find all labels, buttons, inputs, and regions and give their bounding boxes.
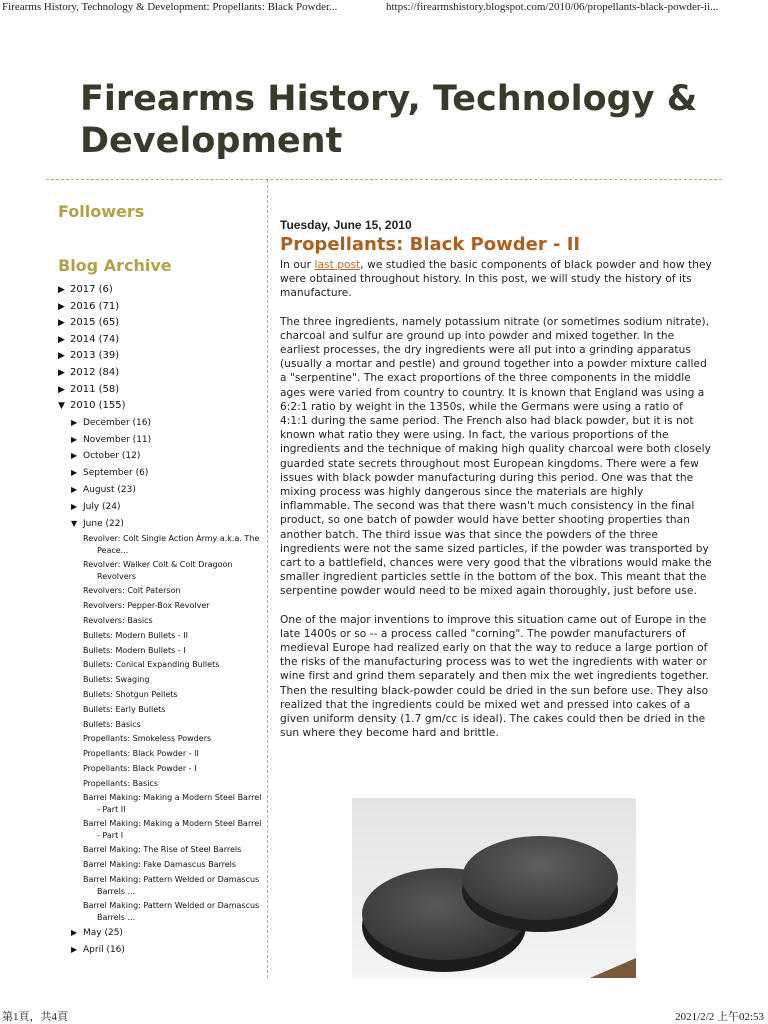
archive-year-label[interactable]: 2014 (74) bbox=[70, 333, 120, 345]
archive-year[interactable] bbox=[58, 315, 263, 332]
archive-month-label[interactable]: September (6) bbox=[83, 468, 149, 479]
archive-post-link[interactable]: Bullets: Conical Expanding Bullets bbox=[83, 660, 220, 670]
blog-archive bbox=[58, 282, 263, 959]
archive-year-label[interactable]: 2013 (39) bbox=[70, 350, 120, 362]
archive-year-label[interactable]: 2012 (84) bbox=[70, 366, 120, 378]
archive-post-link[interactable]: Bullets: Swaging bbox=[83, 675, 150, 685]
triangle-right-icon[interactable]: ▶ bbox=[71, 501, 78, 511]
triangle-right-icon[interactable]: ▶ bbox=[71, 468, 78, 478]
print-header bbox=[0, 0, 768, 14]
archive-post-link[interactable]: Revolvers: Basics bbox=[83, 615, 153, 625]
triangle-right-icon[interactable]: ▶ bbox=[58, 318, 65, 329]
blog-title[interactable]: Firearms History, Technology & Development bbox=[80, 79, 698, 161]
archive-month[interactable] bbox=[58, 482, 263, 499]
archive-post-link[interactable]: Barrel Making: Pattern Welded or Damascus Barrels ... bbox=[83, 901, 260, 923]
archive-month-label[interactable]: December (16) bbox=[83, 417, 152, 428]
archive-post-link[interactable]: Bullets: Shotgun Pellets bbox=[83, 689, 178, 699]
paragraph-3: One of the major inventions to improve this situation came out of Europe in the late 1400s or so -- a process called "corning". The powder manufacturers of medieval Europe had realized early on that the way to reduce a large portion of the risks of the manufacturing process was to wet the ingredients with water or wine first and grind them separately and then mix the wet ingredients together. Then the resulting black-powder could be dried in the sun before use. They also realized that the ingredients could be mixed wet and pressed into cakes of a given uniform density (1.7 gm/cc is ideal). The cakes could then be dried in the sun where they become hard and brittle. bbox=[280, 613, 709, 740]
archive-month-label[interactable]: October (12) bbox=[83, 451, 141, 462]
archive-post-link[interactable]: Barrel Making: Making a Modern Steel Barrel - Part I bbox=[83, 819, 262, 841]
archive-post-link[interactable]: Bullets: Modern Bullets - II bbox=[83, 630, 188, 640]
archive-post-link[interactable]: Barrel Making: Making a Modern Steel Barrel - Part II bbox=[83, 793, 262, 815]
archive-post-link[interactable]: Barrel Making: Fake Damascus Barrels bbox=[83, 860, 237, 870]
archive-post-link[interactable]: Bullets: Modern Bullets - I bbox=[83, 645, 186, 655]
archive-post-link[interactable]: Revolvers: Pepper-Box Revolver bbox=[83, 601, 210, 611]
archive-month[interactable] bbox=[58, 415, 263, 432]
archive-year-label[interactable]: 2011 (58) bbox=[70, 383, 120, 395]
triangle-right-icon[interactable]: ▶ bbox=[58, 334, 65, 345]
archive-post-link[interactable]: Bullets: Early Bullets bbox=[83, 704, 166, 714]
archive-year-label[interactable]: 2010 (155) bbox=[70, 400, 126, 412]
archive-post-link[interactable]: Propellants: Black Powder - I bbox=[83, 763, 197, 773]
archive-post-link[interactable]: Bullets: Basics bbox=[83, 719, 141, 729]
print-footer bbox=[0, 1006, 768, 1024]
archive-year-open[interactable] bbox=[58, 398, 263, 415]
post-date: Tuesday, June 15, 2010 bbox=[280, 218, 412, 232]
triangle-right-icon[interactable]: ▶ bbox=[71, 451, 78, 461]
triangle-right-icon[interactable]: ▶ bbox=[71, 484, 78, 494]
followers-heading: Followers bbox=[58, 202, 145, 221]
archive-year[interactable] bbox=[58, 382, 263, 399]
triangle-right-icon[interactable]: ▶ bbox=[58, 301, 65, 312]
triangle-right-icon[interactable]: ▶ bbox=[58, 384, 65, 395]
archive-month-label[interactable]: May (25) bbox=[83, 928, 123, 939]
archive-month-label[interactable]: June (22) bbox=[83, 518, 124, 529]
archive-month-label[interactable]: April (16) bbox=[83, 944, 125, 955]
archive-month-label[interactable]: August (23) bbox=[83, 484, 136, 495]
paragraph-1: In our last post, we studied the basic components of black powder and how they were obtained throughout history. In this post, we will study the history of its manufacture. bbox=[280, 259, 712, 300]
triangle-down-icon[interactable]: ▼ bbox=[58, 401, 65, 412]
archive-post-link[interactable]: Revolver: Colt Single Action Army a.k.a. The Peace... bbox=[83, 534, 260, 556]
triangle-right-icon[interactable]: ▶ bbox=[71, 434, 78, 444]
post-body bbox=[280, 258, 712, 741]
archive-year[interactable] bbox=[58, 332, 263, 349]
archive-post-link[interactable]: Propellants: Smokeless Powders bbox=[83, 734, 212, 744]
archive-post-list bbox=[58, 532, 263, 925]
archive-year[interactable] bbox=[58, 348, 263, 365]
archive-post-link[interactable]: Propellants: Basics bbox=[83, 778, 158, 788]
post-title[interactable]: Propellants: Black Powder - II bbox=[280, 234, 581, 255]
archive-post-link[interactable]: Barrel Making: Pattern Welded or Damascus Barrels ... bbox=[83, 875, 260, 897]
archive-post-link[interactable]: Revolver: Walker Colt & Colt Dragoon Revolvers bbox=[83, 560, 233, 582]
archive-year-label[interactable]: 2015 (65) bbox=[70, 317, 120, 329]
triangle-right-icon[interactable]: ▶ bbox=[71, 944, 78, 954]
last-post-link[interactable]: last post bbox=[314, 259, 361, 271]
print-header-url: https://firearmshistory.blogspot.com/2010/06/propellants-black-powder-ii... bbox=[386, 1, 719, 13]
archive-year-label[interactable]: 2017 (6) bbox=[70, 284, 113, 295]
archive-month[interactable] bbox=[58, 499, 263, 516]
paragraph-2: The three ingredients, namely potassium nitrate (or sometimes sodium nitrate), charcoal and sulfur are ground up into powder and mixed together. In the earliest processes, the dry ingredients were all put into a grinding apparatus (usually a mortar and pestle) and ground together into a powder mixture called a "serpentine". The exact proportions of the three components in the middle ages were varied from country to country. It is known that England was using a 6:2:1 ratio by weight in the 1350s, while the Germans were using a ratio of 4:1:1 during the same period. The French also had black powder, but it is not known what ratio they were using. In fact, the various proportions of the ingredients and the technique of making high quality charcoal were both closely guarded state secrets throughout most European kingdoms. There were a few issues with black powder manufacturing during this period. One was that the mixing process was highly dangerous since the materials are highly inflammable. The second was that there wasn't much consistency in the final product, so one batch of powder would have better shooting properties than another batch. The third issue was that since the powders of the three ingredients were not the same sized particles, if the powder was transported by cart to a battlefield, chances were very good that the vibrations would make the smaller ingredient particles settle in the bottom of the box. This meant that the serpentine powder would need to be mixed again thoroughly, just before use. bbox=[280, 315, 712, 598]
black-powder-cakes-photo bbox=[352, 798, 636, 978]
triangle-right-icon[interactable]: ▶ bbox=[58, 351, 65, 362]
archive-month[interactable] bbox=[58, 942, 263, 959]
archive-month-label[interactable]: July (24) bbox=[83, 501, 121, 512]
triangle-right-icon[interactable]: ▶ bbox=[58, 285, 65, 295]
print-timestamp: 2021/2/2 上午02:53 bbox=[675, 1011, 764, 1023]
archive-year[interactable] bbox=[58, 282, 263, 299]
archive-month-open[interactable] bbox=[58, 516, 263, 533]
blog-archive-heading: Blog Archive bbox=[58, 256, 172, 275]
archive-year[interactable] bbox=[58, 365, 263, 382]
page-count: 第1頁，共4頁 bbox=[2, 1011, 68, 1023]
archive-month[interactable] bbox=[58, 925, 263, 942]
triangle-right-icon[interactable]: ▶ bbox=[58, 367, 65, 378]
archive-post-link[interactable]: Revolvers: Colt Paterson bbox=[83, 586, 181, 596]
archive-year-label[interactable]: 2016 (71) bbox=[70, 300, 120, 312]
archive-post-link[interactable]: Propellants: Black Powder - II bbox=[83, 749, 199, 759]
column-divider bbox=[267, 180, 268, 978]
archive-month[interactable] bbox=[58, 432, 263, 449]
triangle-right-icon[interactable]: ▶ bbox=[71, 928, 78, 938]
triangle-right-icon[interactable]: ▶ bbox=[71, 417, 78, 427]
archive-post-link[interactable]: Barrel Making: The Rise of Steel Barrels bbox=[83, 845, 242, 855]
archive-month-label[interactable]: November (11) bbox=[83, 434, 152, 445]
print-header-title: Firearms History, Technology & Development: Propellants: Black Powder... bbox=[2, 1, 338, 13]
archive-year[interactable] bbox=[58, 299, 263, 316]
archive-month[interactable] bbox=[58, 448, 263, 465]
post-area bbox=[280, 218, 712, 755]
archive-month[interactable] bbox=[58, 465, 263, 482]
header-divider bbox=[46, 179, 722, 180]
triangle-down-icon[interactable]: ▼ bbox=[71, 518, 78, 528]
